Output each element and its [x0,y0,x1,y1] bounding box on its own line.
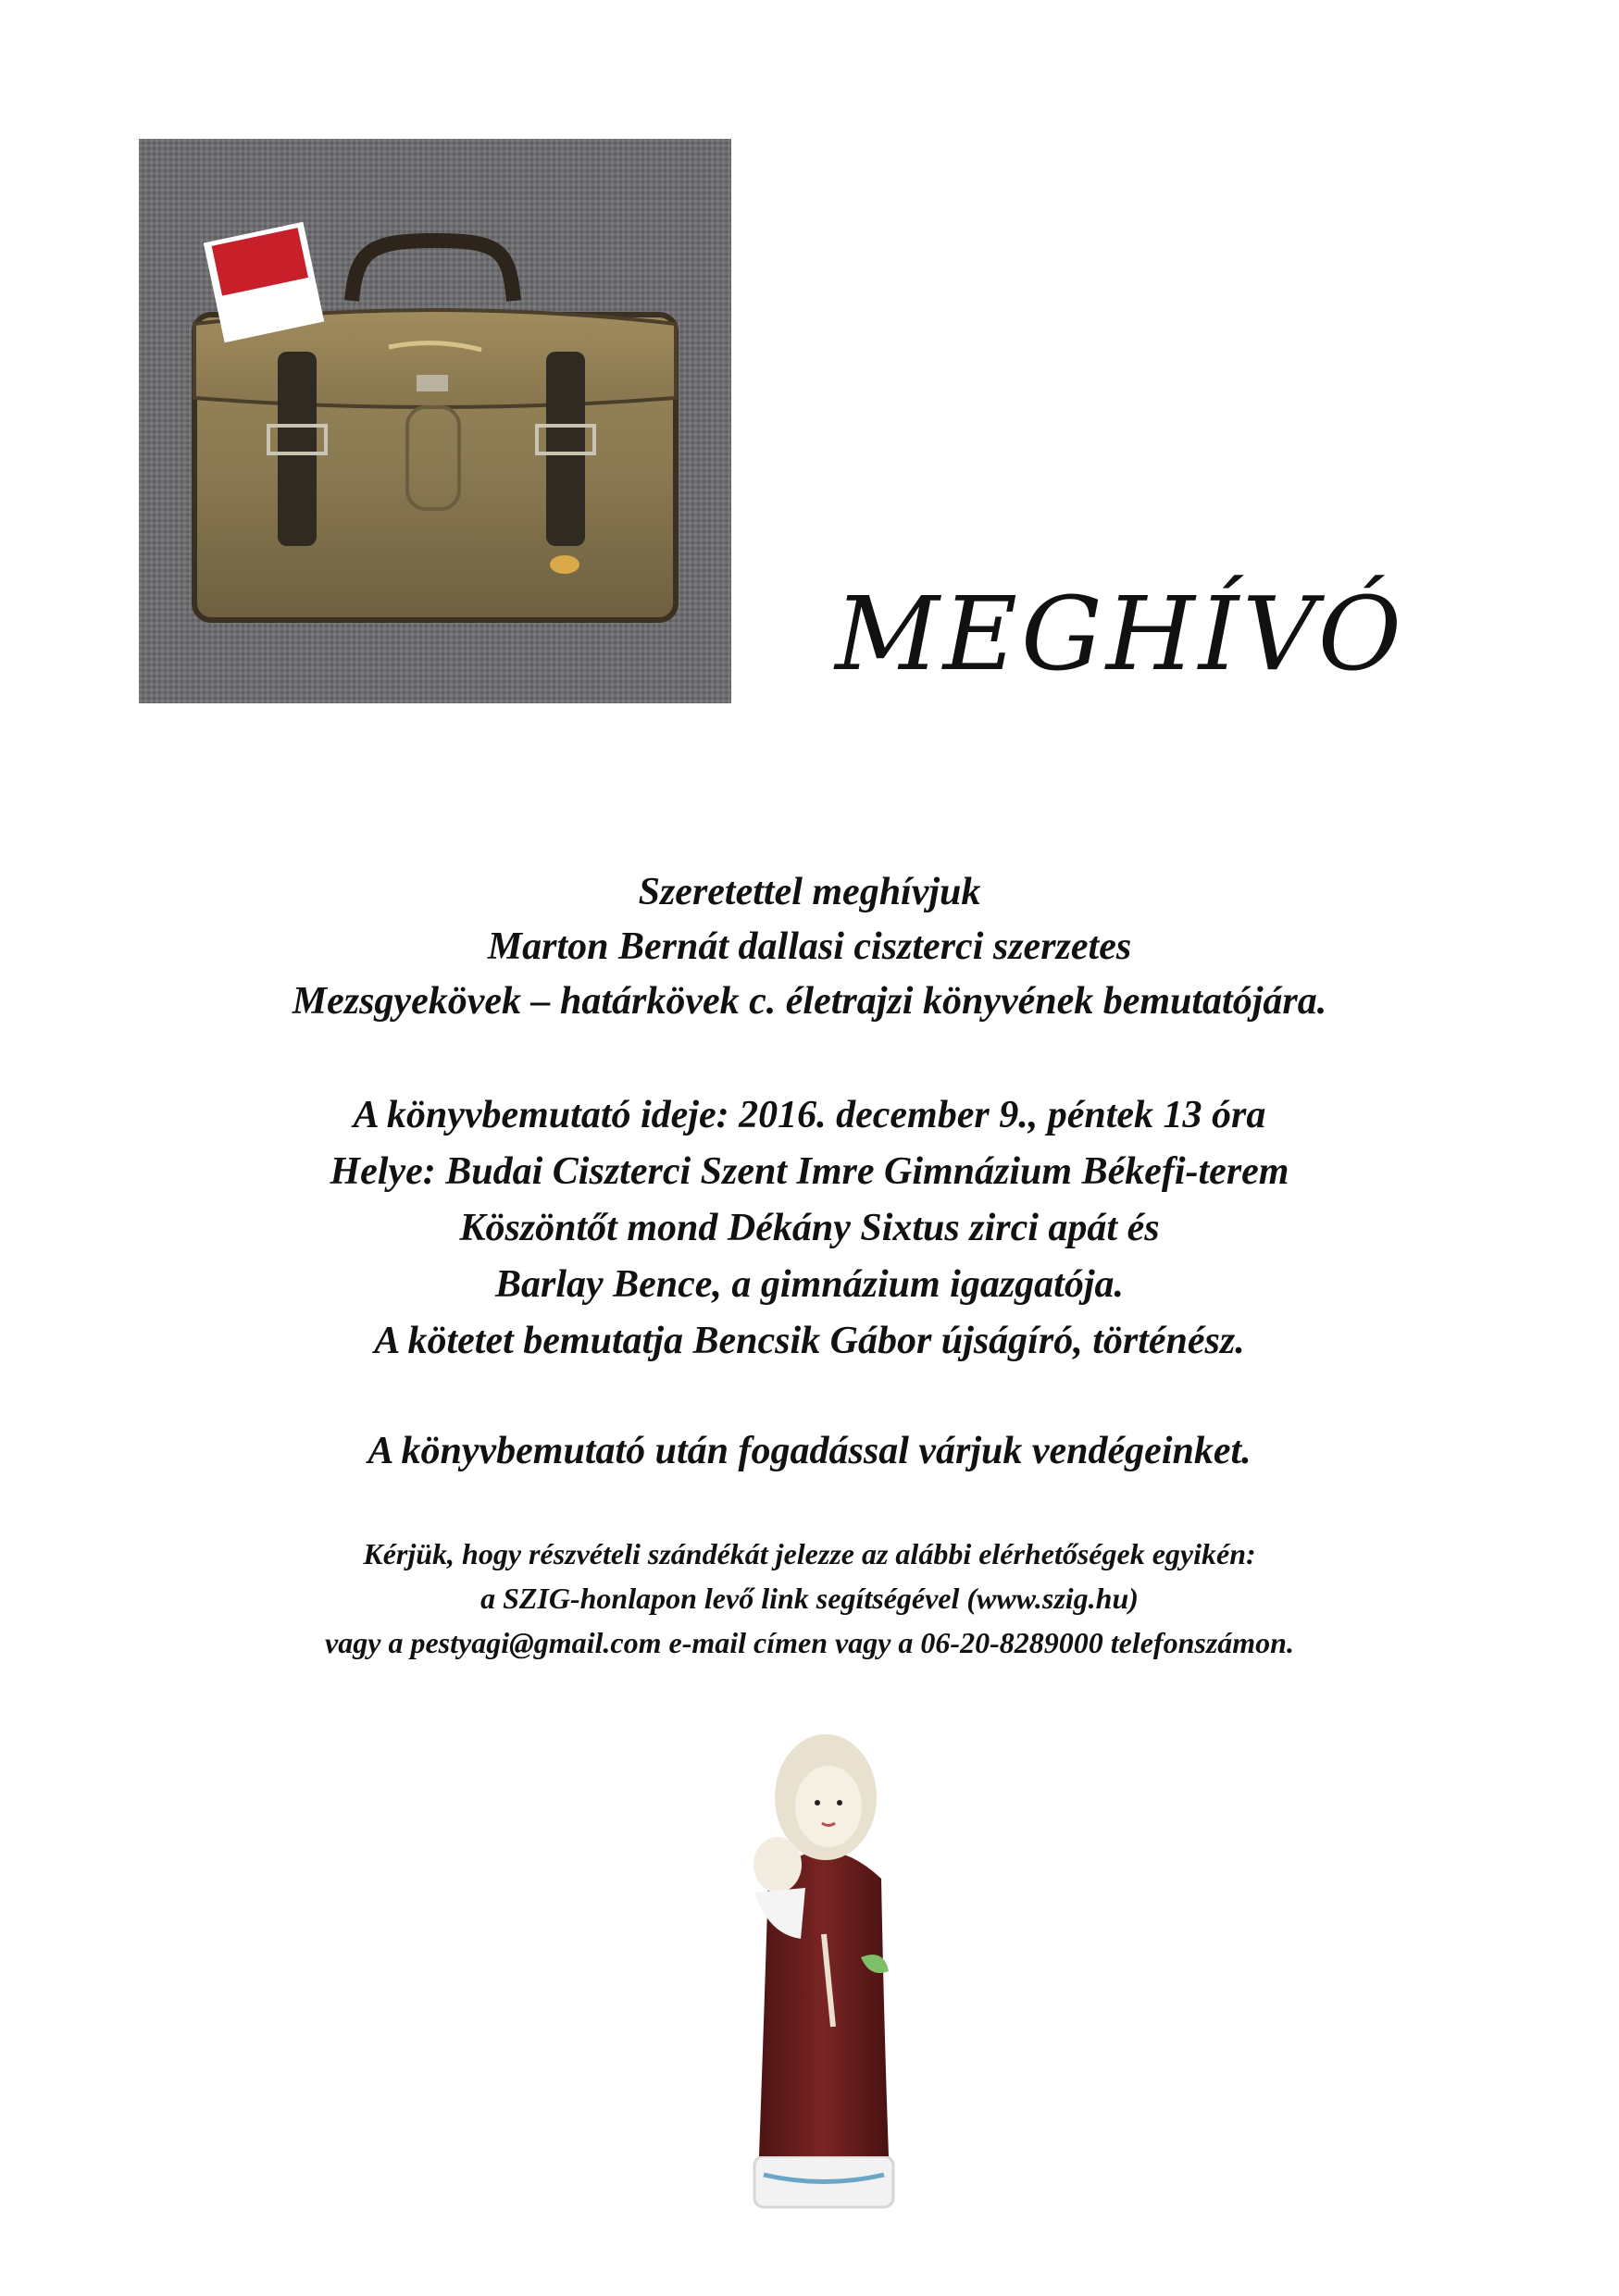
page-title: MEGHÍVÓ [835,575,1405,693]
details-line: Barlay Bence, a gimnázium igazgatója. [494,1263,1125,1306]
details-line: Helye: Budai Ciszterci Szent Imre Gimnázium Békefi-terem [330,1150,1289,1193]
satchel-photo [139,139,731,703]
intro-line: Marton Bernát dallasi ciszterci szerzetes [487,925,1132,968]
intro-line: Mezsgyekövek – határkövek c. életrajzi könyvének bemutatójára. [292,980,1327,1023]
details-line: A könyvbemutató ideje: 2016. december 9., péntek 13 óra [353,1094,1266,1136]
saint-figurine-photo [713,1721,935,2221]
intro-line: Szeretettel meghívjuk [638,871,981,913]
details-line: A kötetet bemutatja Bencsik Gábor újságíró, történész. [374,1320,1245,1362]
details-line: Köszöntőt mond Dékány Sixtus zirci apát és [459,1207,1160,1249]
invitation-intro [0,865,1619,1029]
rsvp-line: Kérjük, hogy részvételi szándékát jelezze az alábbi elérhetőségek egyikén: [363,1537,1256,1570]
event-details [0,1087,1619,1370]
reception-line: A könyvbemutató után fogadással várjuk vendégeinket. [367,1430,1252,1472]
rsvp-line: a SZIG-honlapon levő link segítségével (www.szig.hu) [480,1582,1139,1615]
rsvp-line: vagy a pestyagi@gmail.com e-mail címen vagy a 06-20-8289000 telefonszámon. [325,1626,1294,1659]
reception-note [0,1423,1619,1479]
rsvp-instructions [0,1532,1619,1665]
